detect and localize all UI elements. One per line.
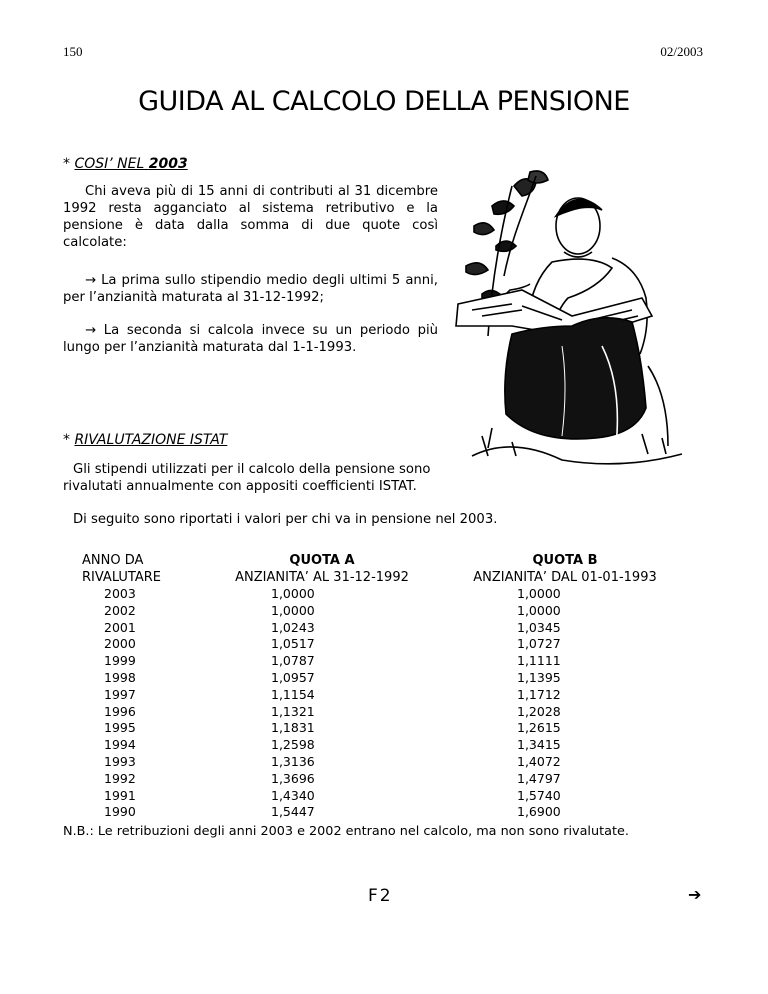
table-cell-year: 1996 [104, 703, 136, 719]
table-cell-quota-a: 1,5447 [271, 804, 315, 820]
page-date: 02/2003 [660, 44, 703, 59]
table-cell-quota-b: 1,1111 [517, 653, 561, 669]
table-cell-quota-a: 1,2598 [271, 737, 315, 753]
table-cell-quota-a: 1,4340 [271, 787, 315, 803]
table-cell-quota-b: 1,0000 [517, 586, 561, 601]
heading-text: COSI’ NEL [74, 156, 149, 172]
bullet-quota-b: → La seconda si calcola invece su un periodo più lungo per l’anzianità maturata dal 1-1-1993. [63, 323, 438, 355]
heading-year: 2003 [148, 156, 188, 172]
table-cell-quota-b: 1,0727 [517, 636, 561, 652]
table-cell-quota-a: 1,0957 [271, 669, 315, 685]
heading-prefix: * [63, 432, 75, 448]
arrow-right-icon[interactable]: ➔ [688, 885, 702, 904]
istat-paragraph-2: Di seguito sono riportati i valori per chi va in pensione nel 2003. [73, 512, 498, 527]
page-title: GUIDA AL CALCOLO DELLA PENSIONE [138, 86, 630, 117]
table-cell-year: 1993 [104, 753, 136, 769]
heading-prefix: * [63, 156, 75, 172]
table-cell-year: 2001 [104, 619, 136, 635]
table-cell-quota-a: 1,1154 [271, 686, 315, 702]
column-years [104, 586, 136, 821]
section-heading-2003 [63, 156, 188, 172]
column-header-year-line2: RIVALUTARE [82, 570, 162, 585]
page-number: 150 [63, 44, 83, 59]
bullet-quota-a: → La prima sullo stipendio medio degli ultimi 5 anni, per l’anzianità maturata al 31-12-1992; [63, 273, 438, 305]
table-cell-quota-b: 1,6900 [517, 804, 561, 820]
table-cell-quota-a: 1,0000 [271, 586, 315, 601]
table-cell-year: 1997 [104, 686, 136, 702]
table-cell-year: 1999 [104, 653, 136, 669]
table-cell-year: 1998 [104, 669, 136, 685]
footnote: N.B.: Le retribuzioni degli anni 2003 e 2002 entrano nel calcolo, ma non sono rivalutate. [63, 824, 629, 839]
column-quota-b [517, 586, 561, 821]
quota-b-title: QUOTA B [532, 553, 598, 568]
table-cell-quota-a: 1,0243 [271, 619, 315, 635]
table-cell-quota-b: 1,1395 [517, 669, 561, 685]
quota-a-title: QUOTA A [289, 553, 355, 568]
table-cell-quota-b: 1,2028 [517, 703, 561, 719]
table-cell-year: 2003 [104, 586, 136, 601]
column-header-year [82, 552, 161, 586]
table-cell-quota-b: 1,0000 [517, 602, 561, 618]
table-cell-year: 1995 [104, 720, 136, 736]
table-cell-quota-a: 1,1831 [271, 720, 315, 736]
man-reading-newspaper-illustration [452, 166, 698, 472]
page-code: F2 [368, 886, 393, 906]
table-cell-quota-b: 1,1712 [517, 686, 561, 702]
table-cell-quota-a: 1,0787 [271, 653, 315, 669]
quota-a-subtitle: ANZIANITA’ AL 31-12-1992 [235, 570, 409, 585]
column-header-quota-a [222, 552, 422, 586]
istat-paragraph: Gli stipendi utilizzati per il calcolo della pensione sono rivalutati annualmente con appositi coefficienti ISTAT. [63, 462, 431, 494]
table-cell-quota-b: 1,0345 [517, 619, 561, 635]
table-cell-quota-a: 1,1321 [271, 703, 315, 719]
table-cell-quota-a: 1,3136 [271, 753, 315, 769]
table-cell-year: 1991 [104, 787, 136, 803]
column-header-year-line1: ANNO DA [82, 553, 144, 568]
table-cell-quota-a: 1,3696 [271, 770, 315, 786]
quota-b-subtitle: ANZIANITA’ DAL 01-01-1993 [473, 570, 657, 585]
table-cell-year: 1994 [104, 737, 136, 753]
table-cell-quota-a: 1,0517 [271, 636, 315, 652]
table-cell-quota-b: 1,2615 [517, 720, 561, 736]
section-heading-istat [63, 432, 227, 448]
table-cell-quota-b: 1,4797 [517, 770, 561, 786]
table-cell-quota-b: 1,5740 [517, 787, 561, 803]
table-cell-quota-a: 1,0000 [271, 602, 315, 618]
column-header-quota-b [460, 552, 670, 586]
column-quota-a [271, 586, 315, 821]
table-cell-year: 1992 [104, 770, 136, 786]
table-cell-year: 1990 [104, 804, 136, 820]
table-cell-quota-b: 1,3415 [517, 737, 561, 753]
table-cell-quota-b: 1,4072 [517, 753, 561, 769]
intro-paragraph: Chi aveva più di 15 anni di contributi al 31 dicembre 1992 resta agganciato al sistema retributivo e la pensione è data dalla somma di due quote così calcolate: [63, 184, 438, 250]
table-cell-year: 2000 [104, 636, 136, 652]
table-cell-year: 2002 [104, 602, 136, 618]
heading-text: RIVALUTAZIONE ISTAT [74, 432, 228, 448]
